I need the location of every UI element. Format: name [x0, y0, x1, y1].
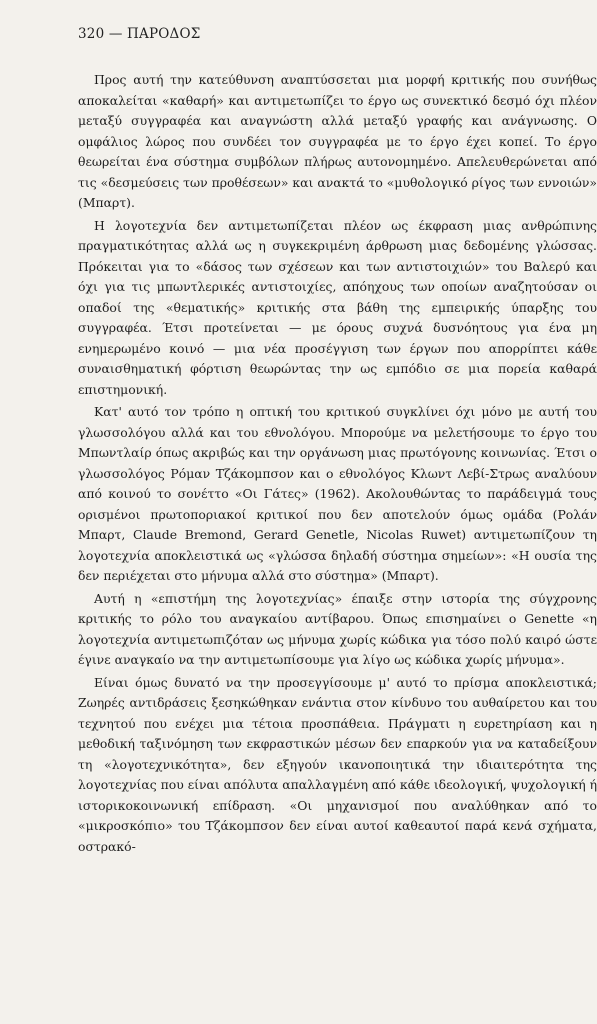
paragraph: Αυτή η «επιστήμη της λογοτεχνίας» έπαιξε στην ιστορία της σύγχρονης κριτικής το ρόλο του αναγκαίου αντίβαρου. Όπως επισημαίνει ο Genette «η λογοτεχνία αντιμετωπιζόταν ως μήνυμα χωρίς κώδικα για τόσο πολύ καιρό ώστε έγινε αναγκαίο να την αντιμετωπίσουμε για λίγο ως κώδικα χωρίς μήνυμα». [78, 590, 597, 667]
page-body [78, 70, 597, 859]
paragraph: Είναι όμως δυνατό να την προσεγγίσουμε μ' αυτό το πρίσμα αποκλειστικά; Ζωηρές αντιδράσεις ξεσηκώθηκαν ενάντια στον κίνδυνο του αυθαίρετου και του τεχνητού που ενέχει μια τέτοια προσπάθεια. Πράγματι η ευρετηρίαση και η μεθοδική ταξινόμηση των εκφραστικών μέσων δεν επαρκούν για να καταδείξουν τη «λογοτεχνικότητα», δεν εξηγούν ικανοποιητικά την ιδιαιτερότητα της λογοτεχνίας που είναι απόλυτα απαλλαγμένη από κάθε ιδεολογική, ψυχολογική ή ιστορικοκοινωνική επίδραση. «Οι μηχανισμοί που αναλύθηκαν από το «μικροσκόπιο» του Τζάκομπσον δεν είναι αυτοί καθεαυτοί παρά κενά σχήματα, οστρακό- [78, 674, 597, 854]
paragraph: Κατ' αυτό τον τρόπο η οπτική του κριτικού συγκλίνει όχι μόνο με αυτή του γλωσσολόγου αλλά και του εθνολόγου. Μπορούμε να μελετήσουμε το έργο του Μπωντλαίρ όπως ακριβώς και την οργάνωση μιας πρωτόγονης κοινωνίας. Έτσι ο γλωσσολόγος Ρόμαν Τζάκομπσον και ο εθνολόγος Κλωντ Λεβί-Στρως αναλύουν από κοινού το σονέττο «Οι Γάτες» (1962). Ακολουθώντας το παράδειγμά τους ορισμένοι πρωτοποριακοί κριτικοί που δεν αποτελούν όμως ομάδα (Ρολάν Μπαρτ, Claude Bremond, Gerard Genetle, Nicolas Ruwet) αντιμετωπίζουν τη λογοτεχνία αποκλειστικά ως «γλώσσα δηλαδή σύστημα σημείων»: «Η ουσία της δεν περιέχεται στο μήνυμα αλλά στο σύστημα» (Μπαρτ). [78, 404, 597, 583]
running-head: 320 — ΠΑΡΟΔΟΣ [78, 26, 201, 42]
paragraph: Η λογοτεχνία δεν αντιμετωπίζεται πλέον ως έκφραση μιας ανθρώπινης πραγματικότητας αλλά ως η συγκεκριμένη άρθρωση μιας δεδομένης γλώσσας. Πρόκειται για το «δάσος των σχέσεων και των αντιστοιχιών» του Βαλερύ και όχι για τις μπωντλερικές αντιστοιχίες, απόηχους των οποίων αναζητούσαν οι οπαδοί της «θεματικής» κριτικής στα βάθη της εμπειρικής ύπαρξης του συγγραφέα. Έτσι προτείνεται — με όρους συχνά δυσνόητους για ένα μη ενημερωμένο κοινό — μια νέα προσέγγιση των έργων που απορρίπτει κάθε συναισθηματική φόρτιση θεωρώντας την ως εμπόδιο σε μια πορεία καθαρά επιστημονική. [78, 217, 597, 397]
paragraph: Προς αυτή την κατεύθυνση αναπτύσσεται μια μορφή κριτικής που συνήθως αποκαλείται «καθαρή» και αντιμετωπίζει το έργο ως συνεκτικό δεσμό όχι πλέον μεταξύ συγγραφέα και αναγνώστη αλλά μεταξύ γραφής και ανάγνωσης. Ο ομφάλιος λώρος που συνδέει τον συγγραφέα με το έργο έχει κοπεί. Το έργο θεωρείται ένα σύστημα συμβόλων πλήρως αυτονομημένο. Απελευθερώνεται από τις «δεσμεύσεις των προθέσεων» και ανακτά το «μυθολογικό ρίγος των εννοιών» (Μπαρτ). [78, 72, 597, 210]
